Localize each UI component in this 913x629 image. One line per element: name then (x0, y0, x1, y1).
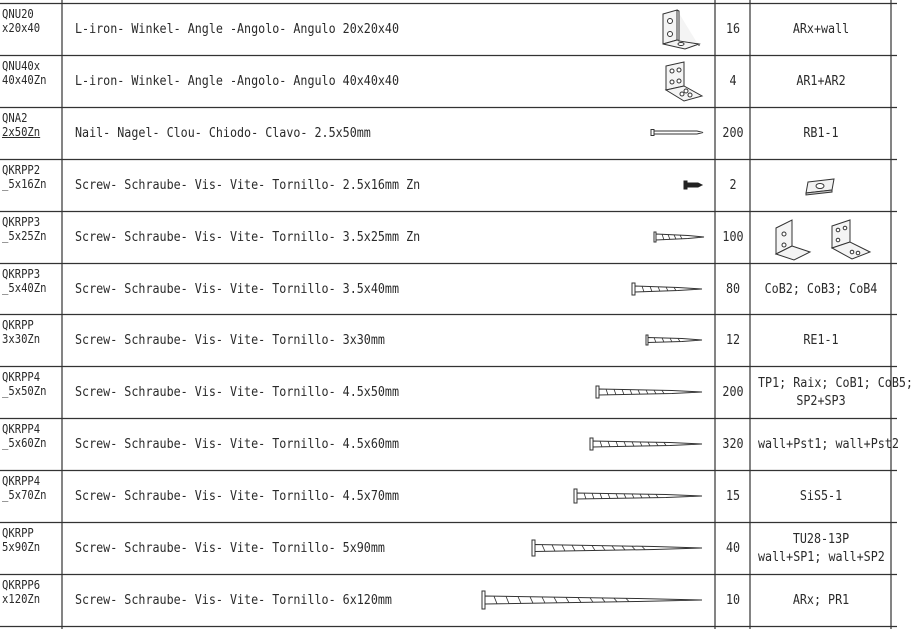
part-code: QKRPP6 x120Zn (2, 578, 41, 606)
quantity: 12 (725, 333, 741, 348)
quantity: 2 (729, 178, 737, 193)
part-description: Screw- Schraube- Vis- Vite- Tornillo- 2.5x16mm Zn (75, 178, 421, 193)
table-row (0, 56, 897, 108)
part-description: Screw- Schraube- Vis- Vite- Tornillo- 6x120mm (75, 593, 392, 608)
part-code: QKRPP 3x30Zn (2, 318, 41, 346)
part-description: Screw- Schraube- Vis- Vite- Tornillo- 4.5x60mm (75, 437, 400, 452)
part-code: QKRPP2 _5x16Zn (2, 163, 47, 191)
short-screw-icon (680, 160, 706, 212)
reference: ARx+wall (792, 22, 850, 37)
part-code: QNU40x 40x40Zn (2, 59, 47, 87)
part-description: Screw- Schraube- Vis- Vite- Tornillo- 3.5x40mm (75, 282, 400, 297)
part-description: Screw- Schraube- Vis- Vite- Tornillo- 5x90mm (75, 541, 385, 556)
table-row (0, 108, 897, 160)
part-code: QNA2 2x50Zn (2, 111, 41, 139)
quantity: 200 (722, 126, 744, 141)
table-row (0, 4, 897, 56)
screw-icon (478, 575, 708, 627)
quantity: 15 (725, 489, 741, 504)
quantity: 16 (725, 22, 741, 37)
quantity: 320 (722, 437, 744, 452)
quantity: 40 (725, 541, 741, 556)
quantity: 10 (725, 593, 741, 608)
part-description: Nail- Nagel- Clou- Chiodo- Clavo- 2.5x50mm (75, 126, 371, 141)
table-row (0, 212, 897, 264)
quantity: 80 (725, 282, 741, 297)
table-row (0, 575, 897, 627)
reference: RE1-1 (803, 333, 839, 348)
quantity: 100 (722, 230, 744, 245)
part-description: Screw- Schraube- Vis- Vite- Tornillo- 4.5x70mm (75, 489, 400, 504)
table-row (0, 160, 897, 212)
screw-icon (648, 212, 708, 264)
screw-icon (570, 471, 708, 523)
angle-bracket-large-icon (660, 56, 710, 108)
part-code: QNU20 x20x40 (2, 7, 41, 35)
table-row (0, 471, 897, 523)
part-code: QKRPP4 _5x50Zn (2, 370, 47, 398)
table-row (0, 264, 897, 316)
screw-icon (642, 315, 708, 367)
table-row (0, 419, 897, 471)
part-code: QKRPP4 _5x70Zn (2, 474, 47, 502)
part-code: QKRPP4 _5x60Zn (2, 422, 47, 450)
reference: wall+Pst1; wall+Pst2 (758, 437, 899, 452)
part-code: QKRPP3 _5x40Zn (2, 267, 47, 295)
screw-icon (628, 264, 708, 316)
table-row (0, 315, 897, 367)
part-code: QKRPP 5x90Zn (2, 526, 41, 554)
part-description: L-iron- Winkel- Angle -Angolo- Angulo 40x40x40 (75, 74, 400, 89)
plate-icon (803, 160, 839, 212)
reference: SiS5-1 (799, 489, 843, 504)
reference: CoB2; CoB3; CoB4 (764, 282, 878, 297)
reference: TP1; Raix; CoB1; CoB5; SP2+SP3 (758, 376, 913, 409)
table-row (0, 367, 913, 419)
screw-icon (586, 419, 708, 471)
screw-icon (528, 523, 708, 575)
nail-icon (645, 108, 707, 160)
quantity: 200 (722, 385, 744, 400)
reference: TU28-13P wall+SP1; wall+SP2 (758, 532, 885, 565)
part-description: L-iron- Winkel- Angle -Angolo- Angulo 20x20x40 (75, 22, 400, 37)
reference: RB1-1 (803, 126, 839, 141)
part-description: Screw- Schraube- Vis- Vite- Tornillo- 3x30mm (75, 333, 385, 348)
reference: ARx; PR1 (792, 593, 850, 608)
part-description: Screw- Schraube- Vis- Vite- Tornillo- 3.5x25mm Zn (75, 230, 421, 245)
quantity: 4 (729, 74, 737, 89)
angle-bracket-small-icon (655, 4, 705, 56)
reference: AR1+AR2 (796, 74, 846, 89)
two-brackets-icon (770, 212, 880, 264)
screw-icon (592, 367, 708, 419)
table-row (0, 523, 897, 575)
part-description: Screw- Schraube- Vis- Vite- Tornillo- 4.5x50mm (75, 385, 400, 400)
part-code: QKRPP3 _5x25Zn (2, 215, 47, 243)
